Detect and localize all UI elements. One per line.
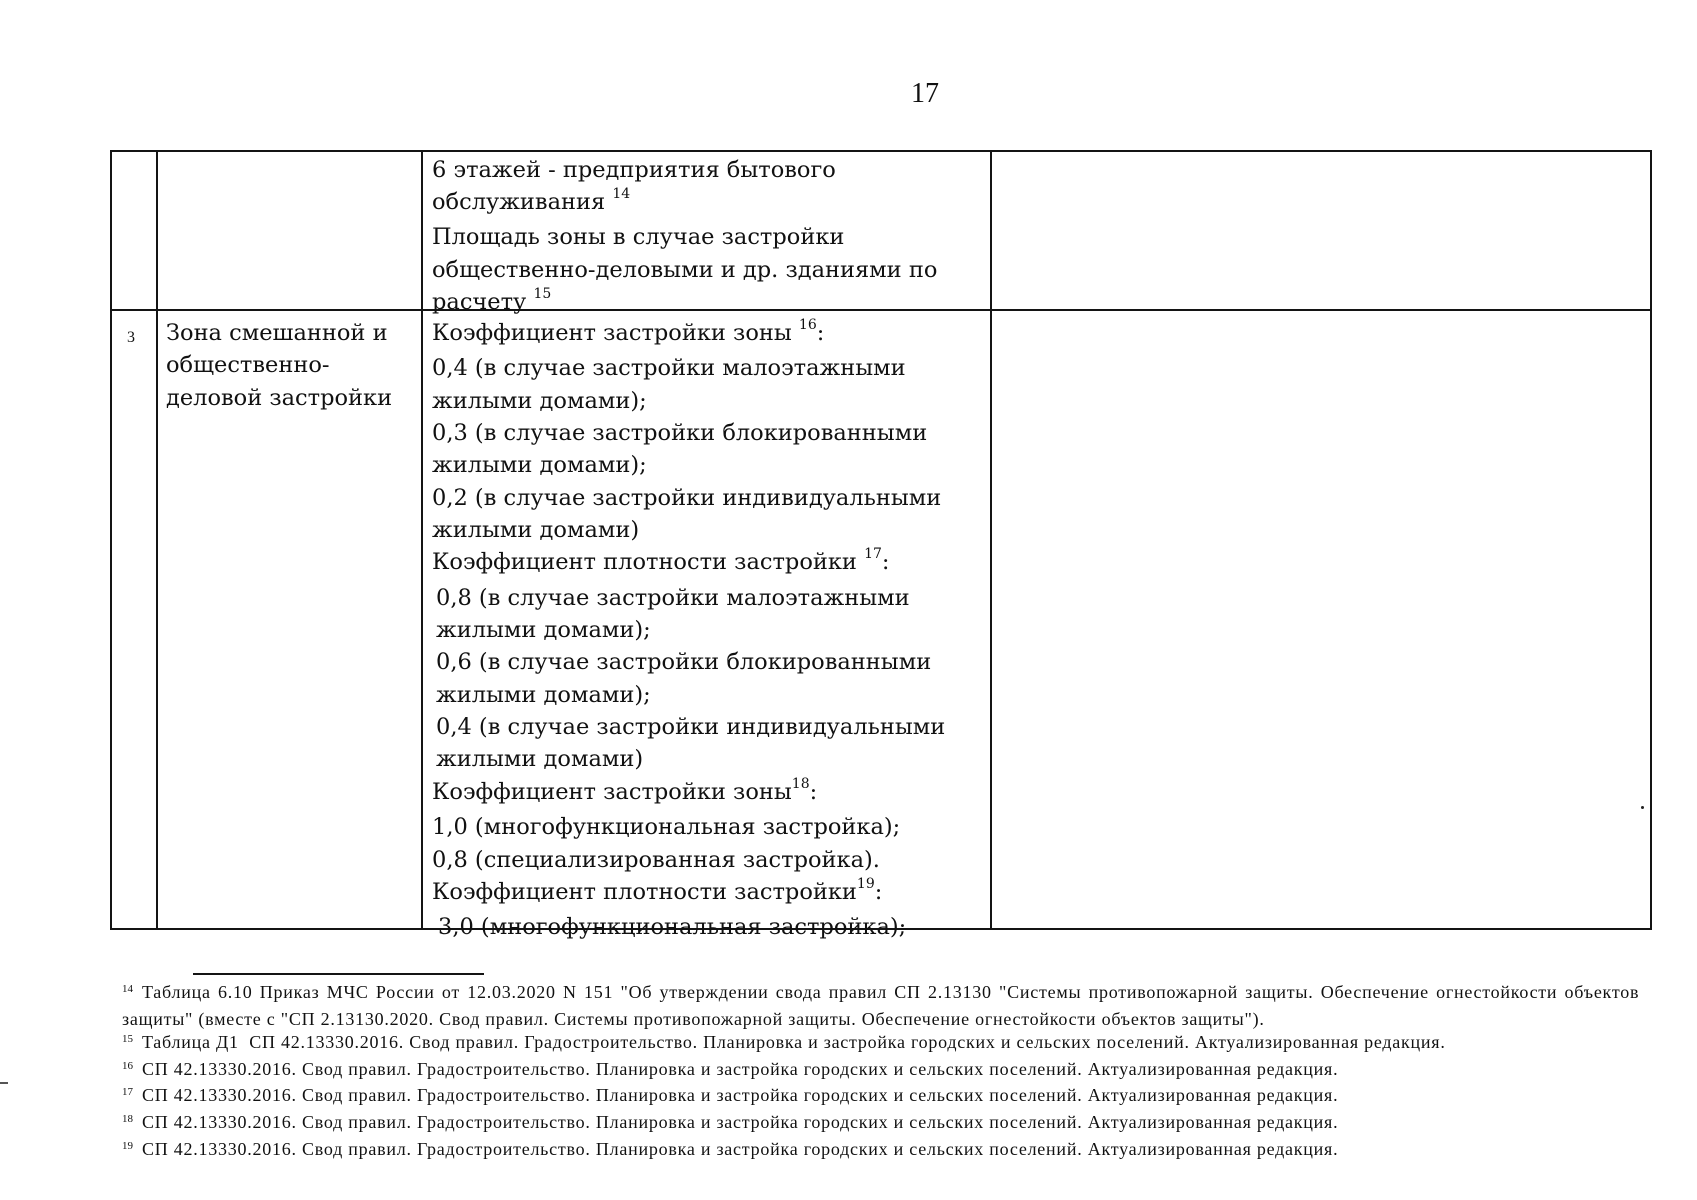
footnote-line (122, 1031, 1639, 1058)
parameter-line-text: 0,2 (в случае застройки индивидуальными (432, 484, 942, 511)
parameter-line-text: 0,6 (в случае застройки блокированными (436, 649, 932, 676)
parameter-line-text: Коэффициент застройки зоны (432, 320, 799, 346)
parameter-line (432, 679, 945, 711)
parameter-line-text: общественно-деловыми и др. зданиями по (432, 256, 938, 283)
parameter-line-text: 0,4 (в случае застройки индивидуальными (436, 714, 946, 741)
parameter-line (432, 743, 945, 775)
parameter-line (432, 449, 945, 481)
scan-edge-mark (0, 1082, 8, 1084)
parameter-line-text: 0,3 (в случае застройки блокированными (432, 420, 928, 447)
zoning-requirements-table (110, 150, 1652, 941)
parameter-line (432, 646, 945, 678)
parameter-line (432, 417, 945, 449)
parameter-line-text: жилыми домами); (432, 452, 647, 479)
parameter-line-text: Коэффициент застройки зоны (432, 778, 792, 805)
parameter-line (432, 711, 945, 743)
parameter-line-text: 3,0 (многофункциональная застройка); (438, 914, 907, 941)
parameter-line (432, 546, 945, 581)
footnote-reference: 18 (791, 775, 810, 792)
row-2-number-cell (110, 310, 157, 930)
footnote-line (122, 1111, 1639, 1138)
row-2-notes-cell (991, 310, 1652, 930)
zone-name (166, 317, 392, 414)
parameter-line-text: 0,4 (в случае застройки малоэтажными (432, 355, 906, 382)
zone-name-line (166, 317, 392, 349)
row-1-zone-cell (157, 150, 422, 310)
parameter-line-text: жилыми домами); (436, 681, 651, 708)
parameter-line-text: жилыми домами); (432, 387, 647, 414)
footnote-text: Таблица Д1 СП 42.13330.2016. Свод правил. Градостроительство. Планировка и застройка городских и сельских поселений. Актуализированная редакция. (142, 1032, 1446, 1053)
footnote-text: СП 42.13330.2016. Свод правил. Градостроительство. Планировка и застройка городских и сельских поселений. Актуализированная редакция. (142, 1085, 1339, 1106)
parameter-line (432, 911, 945, 943)
parameter-line-text: 0,8 (специализированная застройка). (432, 846, 880, 873)
footnote-mark: 16 (122, 1059, 133, 1072)
parameters-text (432, 154, 937, 321)
footnote-line (122, 1084, 1639, 1111)
parameter-line (432, 186, 937, 221)
footnote-reference: 14 (612, 186, 631, 203)
footnote-mark: 19 (122, 1139, 133, 1152)
parameter-line-text: Коэффициент плотности застройки (432, 549, 865, 576)
footnote-reference: 19 (856, 875, 875, 892)
parameter-line-text: Коэффициент плотности застройки (432, 878, 857, 905)
row-2-zone-cell (157, 310, 422, 930)
footnote-line (122, 1138, 1639, 1165)
footnote-text: СП 42.13330.2016. Свод правил. Градостроительство. Планировка и застройка городских и сельских поселений. Актуализированная редакция. (142, 1111, 1339, 1132)
parameter-line-punctuation: : (874, 878, 883, 905)
parameter-line (432, 776, 945, 811)
parameter-line-punctuation: : (809, 778, 818, 805)
parameter-line (432, 614, 945, 646)
footnote-text: Таблица 6.10 Приказ МЧС России от 12.03.2020 N 151 "Об утверждении свода правил СП 2.13130 "Системы противопожарной защиты. Обеспечение огнестойкости объектов (142, 982, 1640, 1002)
parameter-line (432, 482, 945, 514)
footnote-line (122, 1008, 1639, 1032)
footnote-mark: 14 (122, 983, 133, 995)
footnotes (122, 981, 1639, 1164)
row-number: 3 (127, 329, 135, 346)
parameter-line-text: 1,0 (многофункциональная застройка); (432, 814, 901, 841)
zone-name-text: Зона смешанной и (166, 320, 388, 346)
row-1-notes-cell (991, 150, 1652, 310)
footnote-line (122, 1058, 1639, 1085)
footnote-separator (193, 973, 484, 975)
footnote-text: защиты" (вместе с "СП 2.13130.2020. Свод правил. Системы противопожарной защиты. Обеспечение огнестойкости объектов защиты"). (122, 1008, 1265, 1029)
parameter-line (432, 221, 937, 253)
parameter-line-text: расчету (432, 288, 534, 315)
parameter-line-text: жилыми домами) (436, 746, 644, 773)
zone-name-text: общественно- (166, 352, 330, 379)
row-1-parameters-cell (422, 150, 991, 315)
zone-name-line (166, 382, 392, 414)
parameter-line-text: обслуживания (432, 189, 613, 216)
parameter-line (432, 582, 945, 614)
parameter-line (432, 317, 945, 352)
parameter-line (432, 811, 945, 843)
parameter-line-text: жилыми домами); (436, 617, 651, 644)
footnote-reference: 16 (798, 317, 817, 333)
parameter-line-punctuation: : (816, 320, 825, 346)
row-1-number-cell (110, 150, 157, 310)
zone-name-text: деловой застройки (166, 384, 393, 411)
parameter-line-punctuation: : (881, 549, 890, 576)
scan-speck (1641, 806, 1644, 809)
footnote-text: СП 42.13330.2016. Свод правил. Градостроительство. Планировка и застройка городских и сельских поселений. Актуализированная редакция. (142, 1138, 1339, 1159)
parameter-line-text: жилыми домами) (432, 517, 640, 544)
row-2-parameters-cell (422, 310, 991, 941)
parameter-line-text: 6 этажей - предприятия бытового (432, 157, 836, 183)
footnote-mark: 17 (122, 1086, 133, 1099)
parameter-line (432, 385, 945, 417)
footnote-line (122, 981, 1639, 1008)
zone-name-line (166, 349, 392, 381)
parameter-line (432, 876, 945, 911)
parameters-text (432, 317, 945, 944)
parameter-line-text: 0,8 (в случае застройки малоэтажными (436, 584, 910, 611)
parameter-line (432, 352, 945, 384)
parameter-line (432, 254, 937, 286)
parameter-line (432, 844, 945, 876)
footnote-reference: 17 (864, 546, 882, 563)
footnote-text: СП 42.13330.2016. Свод правил. Градостроительство. Планировка и застройка городских и сельских поселений. Актуализированная редакция. (142, 1058, 1339, 1079)
footnote-reference: 15 (533, 285, 552, 302)
footnote-mark: 15 (122, 1033, 133, 1046)
footnote-mark: 18 (122, 1112, 133, 1125)
parameter-line (432, 514, 945, 546)
parameter-line (432, 154, 937, 186)
page-number: 17 (911, 78, 939, 109)
parameter-line-text: Площадь зоны в случае застройки (432, 224, 845, 251)
